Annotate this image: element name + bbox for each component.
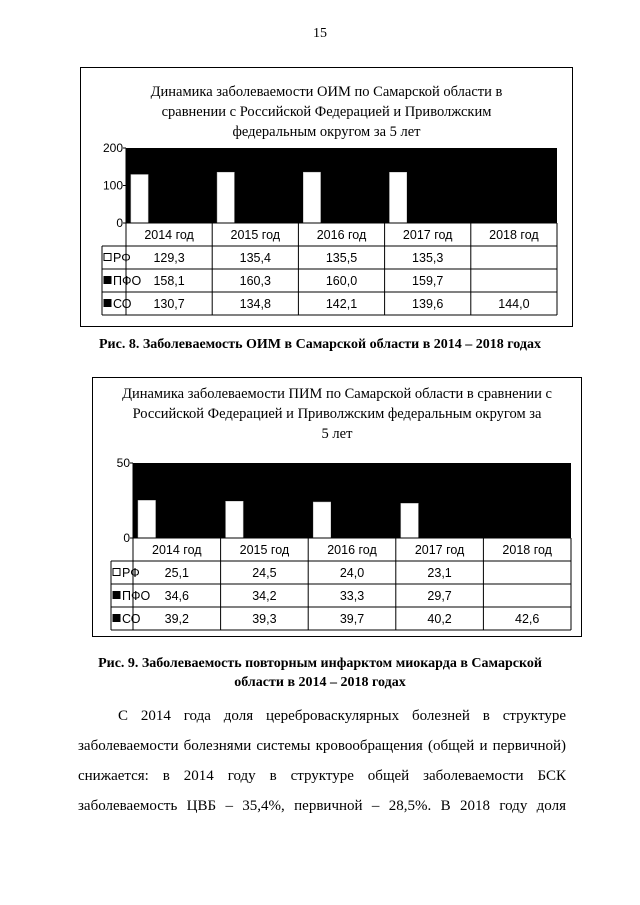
bar-пфо [333, 488, 351, 538]
figure-caption-9 [70, 654, 570, 692]
paragraph-line: снижается: в 2014 году в структуре общей заболеваемости БСК [78, 768, 566, 784]
bar-рф [303, 172, 320, 223]
chart-title-line: федеральным округом за 5 лет [232, 124, 421, 140]
bar-пфо [245, 487, 263, 538]
bar-рф [131, 175, 148, 223]
x-tick-label: 2017 год [402, 228, 453, 242]
y-tick-label: 0 [116, 216, 123, 230]
legend-key-рф [104, 254, 111, 261]
bar-пфо [420, 493, 438, 538]
bar-пфо [158, 486, 176, 538]
x-tick-label: 2018 год [502, 543, 552, 557]
legend-key-пфо [113, 592, 120, 599]
data-label: 135,5 [325, 251, 358, 265]
x-tick-label: 2015 год [230, 228, 281, 242]
data-label: 39,2 [164, 612, 189, 626]
bar-рф [217, 172, 234, 223]
caption-line: области в 2014 – 2018 годах [234, 675, 406, 690]
legend-key-рф [113, 569, 120, 576]
data-label: 23,1 [427, 566, 452, 580]
chart-title-line: Динамика заболеваемости ОИМ по Самарской области в [150, 84, 503, 100]
data-label: 130,7 [153, 297, 185, 311]
bar-со [527, 474, 545, 538]
data-label: 135,3 [412, 251, 444, 265]
bar-пфо [236, 163, 253, 223]
legend-key-со [104, 300, 111, 307]
legend-label: СО [122, 612, 141, 626]
chart-title-line: Динамика заболеваемости ПИМ по Самарской области в сравнении с [122, 386, 552, 402]
paragraph-line: заболеваемости болезнями системы кровообращения (общей и первичной) [78, 738, 566, 754]
legend-label: ПФО [122, 589, 151, 603]
paragraph-line: С 2014 года доля цереброваскулярных болезней в структуре [118, 708, 566, 724]
caption-line: Рис. 9. Заболеваемость повторным инфарктом миокарда в Самарской [98, 656, 542, 671]
bar-со [428, 171, 445, 223]
legend-label: ПФО [113, 274, 142, 288]
data-label: 135,4 [239, 251, 271, 265]
chart-pim [92, 377, 582, 637]
data-label: 134,8 [239, 297, 271, 311]
bar-со [440, 478, 458, 538]
chart-plot [81, 68, 572, 326]
bar-со [352, 478, 370, 538]
bar-со [265, 479, 283, 538]
x-tick-label: 2014 год [152, 543, 202, 557]
paragraph-line: заболеваемость ЦВБ – 35,4%, первичной – 28,5%. В 2018 году доля [78, 798, 566, 814]
bar-со [169, 174, 186, 223]
data-label: 33,3 [339, 589, 365, 603]
chart-title-line: сравнении с Российской Федерацией и Приволжским [161, 104, 492, 120]
bar-со [514, 169, 531, 223]
data-label: 34,2 [252, 589, 277, 603]
data-label: 160,3 [239, 274, 271, 288]
body-paragraph [78, 701, 566, 821]
x-tick-label: 2014 год [144, 228, 194, 242]
x-tick-label: 2016 год [316, 228, 367, 242]
chart-oim [80, 67, 573, 327]
x-tick-label: 2016 год [327, 543, 377, 557]
y-tick-label: 200 [102, 141, 123, 155]
bar-пфо [323, 163, 340, 223]
bar-рф [226, 501, 244, 538]
data-label: 34,6 [164, 589, 189, 603]
data-label: 158,1 [153, 274, 185, 288]
y-tick-label: 100 [102, 178, 123, 193]
legend-key-со [113, 615, 120, 622]
x-tick-label: 2015 год [239, 543, 290, 557]
bar-со [177, 479, 195, 538]
x-tick-label: 2018 год [489, 228, 539, 242]
bar-со [256, 172, 273, 223]
legend-label: СО [113, 297, 132, 311]
figure-caption-8: Рис. 8. Заболеваемость ОИМ в Самарской области в 2014 – 2018 годах [98, 337, 541, 352]
data-label: 40,2 [427, 612, 452, 626]
data-label: 160,0 [325, 274, 358, 288]
chart-title-line: Российской Федерацией и Приволжским федеральным округом за [132, 406, 542, 422]
plot-area [126, 148, 557, 223]
data-label: 144,0 [498, 297, 530, 311]
bar-рф [313, 502, 331, 538]
bar-рф [138, 500, 156, 538]
data-label: 39,3 [252, 612, 277, 626]
legend-label: РФ [122, 566, 140, 580]
bar-со [342, 170, 359, 223]
data-label: 129,3 [153, 251, 185, 265]
chart-plot [93, 378, 581, 636]
page-number: 15 [313, 26, 327, 41]
bar-пфо [150, 164, 167, 223]
y-tick-label: 50 [116, 456, 130, 470]
data-label: 139,6 [412, 297, 444, 311]
bar-пфо [409, 163, 426, 223]
data-label: 29,7 [427, 589, 452, 603]
data-label: 39,7 [339, 612, 365, 626]
x-tick-label: 2017 год [414, 543, 465, 557]
chart-title-line: 5 лет [321, 426, 353, 442]
bar-рф [401, 503, 419, 538]
bar-рф [389, 172, 406, 223]
data-label: 24,0 [339, 566, 365, 580]
data-label: 142,1 [325, 297, 358, 311]
y-tick-label: 0 [123, 531, 130, 545]
data-label: 24,5 [252, 566, 277, 580]
data-label: 159,7 [412, 274, 444, 288]
legend-key-пфо [104, 277, 111, 284]
data-label: 42,6 [515, 612, 540, 626]
data-label: 25,1 [164, 566, 189, 580]
legend-label: РФ [113, 251, 131, 265]
